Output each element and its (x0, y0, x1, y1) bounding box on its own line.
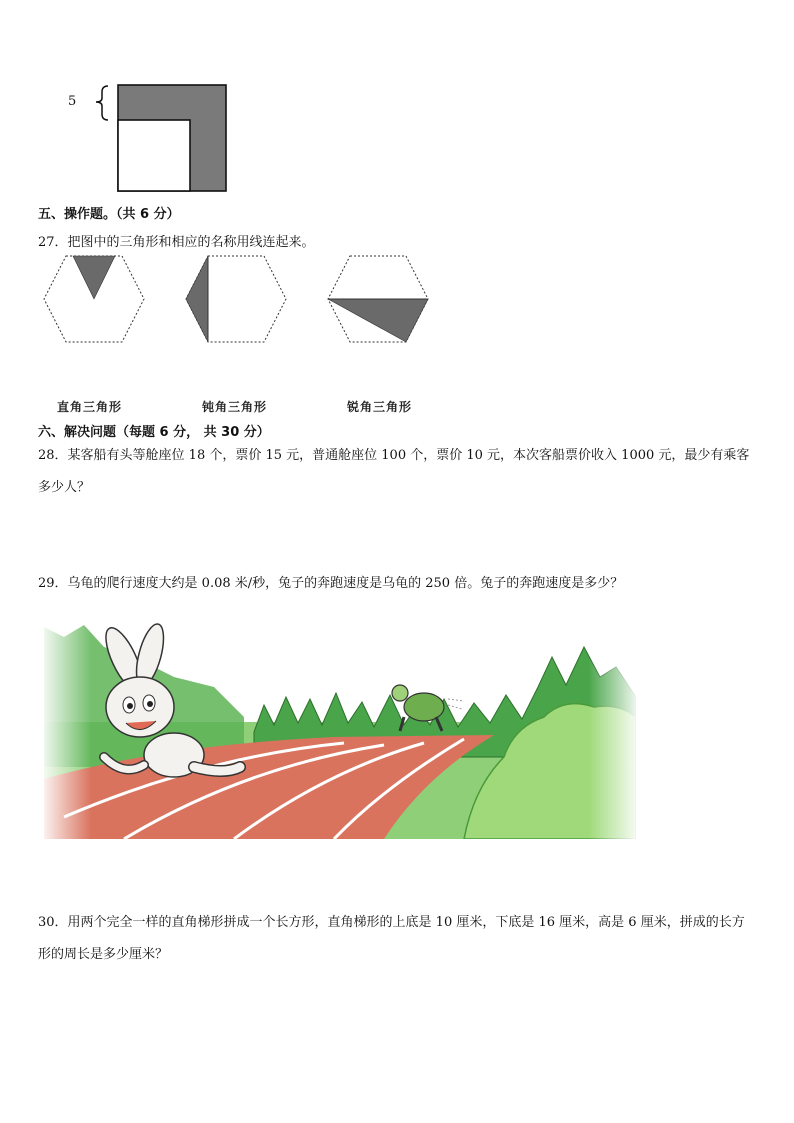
section5-heading: 五、操作题。（共 6 分） (38, 207, 180, 222)
brace (96, 86, 108, 120)
hexagon-figure-1 (42, 254, 146, 344)
question-29: 29．乌龟的爬行速度大约是 0.08 米/秒，兔子的奔跑速度是乌龟的 250 倍。兔子的奔跑速度是多少？ (38, 576, 624, 591)
obtuse-triangle-shape[interactable] (186, 256, 208, 342)
acute-triangle-shape[interactable] (328, 299, 428, 342)
question-27: 27．把图中的三角形和相应的名称用线连起来。 (38, 235, 315, 250)
hexagon-figure-2 (184, 254, 288, 344)
brace-label: 5 (68, 94, 77, 109)
label-right-triangle[interactable]: 直角三角形 (57, 400, 123, 414)
rabbit-tortoise-illustration (44, 607, 636, 839)
section6-heading: 六、解决问题（每题 6 分， 共 30 分） (38, 425, 270, 440)
label-acute-triangle[interactable]: 锐角三角形 (347, 400, 413, 414)
right-triangle-shape[interactable] (73, 256, 115, 299)
hexagon-figure-3 (326, 254, 430, 344)
question-28: 28．某客船有头等舱座位 18 个，票价 15 元，普通舱座位 100 个，票价 10 元，本次客船票价收入 1000 元，最少有乘客多少人？ (38, 448, 750, 495)
inner-square (118, 120, 190, 191)
shaded-square-figure (78, 80, 234, 196)
label-obtuse-triangle[interactable]: 钝角三角形 (202, 400, 268, 414)
question-30: 30．用两个完全一样的直角梯形拼成一个长方形，直角梯形的上底是 10 厘米，下底是 16 厘米，高是 6 厘米，拼成的长方形的周长是多少厘米？ (38, 915, 745, 962)
